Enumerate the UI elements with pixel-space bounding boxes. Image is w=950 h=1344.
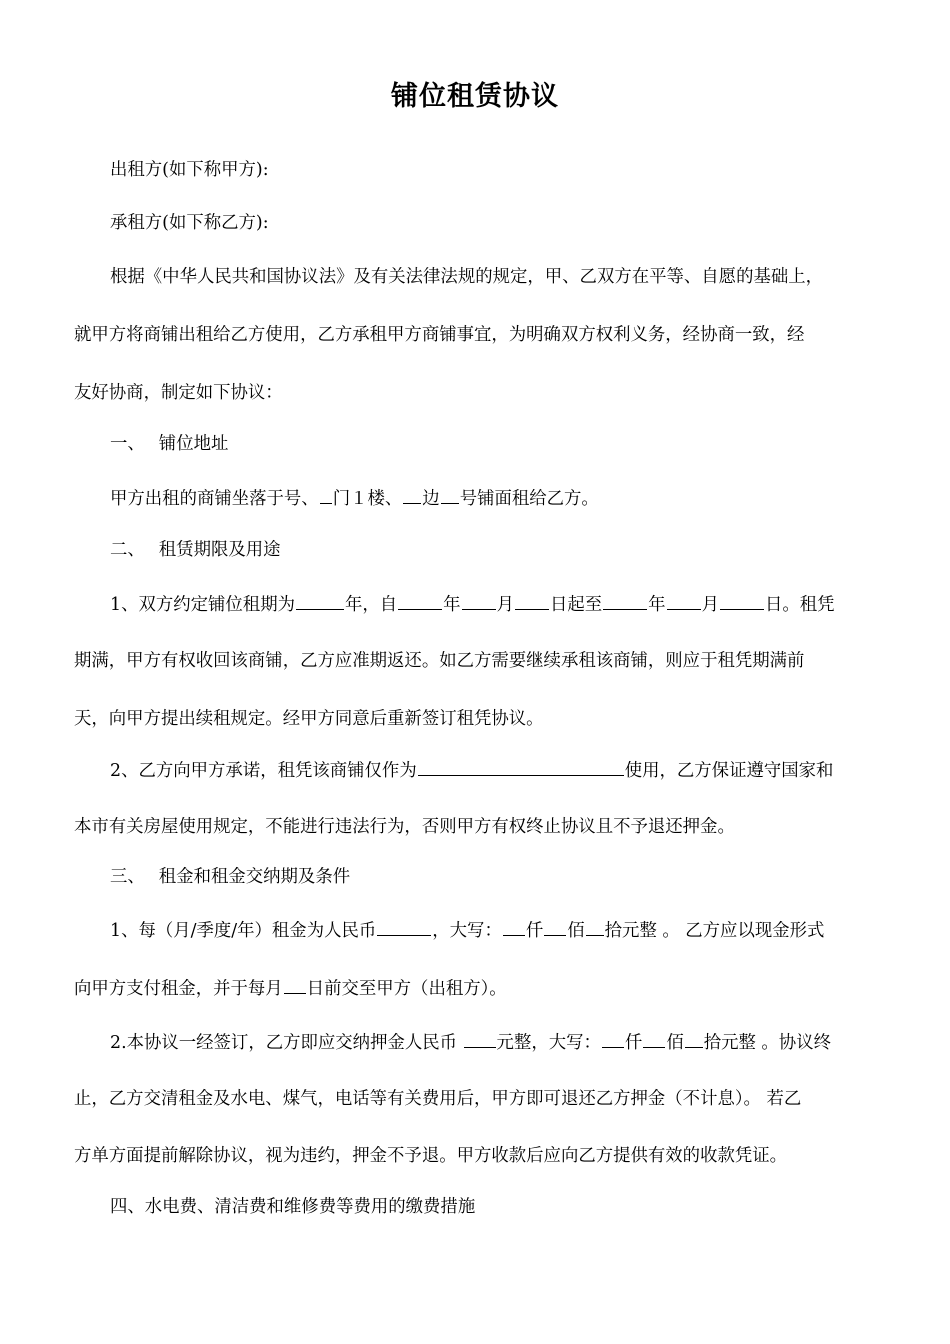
blank-field bbox=[418, 758, 624, 776]
blank-field bbox=[320, 486, 332, 504]
section-3-p2-line-3: 方单方面提前解除协议，视为违约，押金不予退。甲方收款后应向乙方提供有效的收款凭证。 bbox=[74, 1146, 788, 1166]
document-title: 铺位租赁协议 bbox=[391, 81, 559, 112]
blank-field bbox=[544, 918, 566, 936]
blank-field bbox=[296, 592, 344, 610]
text-segment: 日前交至甲方（出租方）。 bbox=[306, 979, 507, 999]
text-segment: 边 bbox=[422, 489, 440, 509]
text-segment: 1、双方约定铺位租期为 bbox=[110, 595, 295, 615]
text-segment: 使用，乙方保证遵守国家和 bbox=[624, 761, 834, 781]
text-segment: 月 bbox=[496, 595, 514, 615]
section-number: 三、 bbox=[110, 867, 145, 887]
intro-line-2: 就甲方将商铺出租给乙方使用，乙方承租甲方商铺事宜，为明确双方权利义务，经协商一致，经 bbox=[74, 325, 805, 345]
section-2-p1-line-3: 天，向甲方提出续租规定。经甲方同意后重新签订租凭协议。 bbox=[74, 709, 544, 729]
text-segment: 仟 bbox=[525, 921, 544, 941]
text-segment: 月 bbox=[701, 595, 719, 615]
section-2-p1-line-1 bbox=[110, 592, 835, 616]
text-segment: 佰 bbox=[567, 921, 585, 941]
text-segment: ，大写： bbox=[432, 921, 502, 941]
section-3-p1-line-2 bbox=[74, 976, 507, 1000]
blank-field bbox=[377, 918, 431, 936]
intro-line-3: 友好协商，制定如下协议： bbox=[74, 383, 283, 403]
text-segment: 日。租凭 bbox=[764, 595, 835, 615]
blank-field bbox=[441, 486, 459, 504]
section-title: 租赁期限及用途 bbox=[158, 540, 281, 560]
text-segment: 1、每（月/季度/年）租金为人民币 bbox=[110, 921, 377, 941]
blank-field bbox=[462, 592, 496, 610]
blank-field bbox=[720, 592, 764, 610]
text-segment: 年 bbox=[648, 595, 666, 615]
section-2-p1-line-2: 期满，甲方有权收回该商铺，乙方应准期返还。如乙方需要继续承租该商铺，则应于租凭期满前 bbox=[74, 651, 805, 671]
blank-field bbox=[503, 918, 525, 936]
lessee-line: 承租方(如下称乙方): bbox=[110, 213, 269, 233]
section-title: 租金和租金交纳期及条件 bbox=[158, 867, 351, 887]
blank-field bbox=[602, 1030, 624, 1048]
lessor-line: 出租方(如下称甲方): bbox=[110, 160, 269, 180]
text-segment: 日起至 bbox=[549, 595, 603, 615]
text-segment: 年，自 bbox=[344, 595, 398, 615]
section-2-p2-line-2: 本市有关房屋使用规定，不能进行违法行为，否则甲方有权终止协议且不予退还押金。 bbox=[74, 817, 735, 837]
blank-field bbox=[398, 592, 442, 610]
text-segment: 甲方出租的商铺坐落于号、 bbox=[110, 489, 319, 509]
text-segment: 年 bbox=[443, 595, 461, 615]
text-segment: 拾元整 。 乙方应以现金形式 bbox=[604, 921, 825, 941]
section-3-heading bbox=[110, 866, 350, 888]
section-number: 二、 bbox=[110, 540, 145, 560]
section-4-heading: 四、水电费、清洁费和维修费等费用的缴费措施 bbox=[110, 1197, 476, 1217]
text-segment: 拾元整 。协议终 bbox=[703, 1033, 831, 1053]
blank-field bbox=[464, 1030, 496, 1048]
section-3-p1-line-1 bbox=[110, 918, 824, 942]
text-segment: 佰 bbox=[666, 1033, 684, 1053]
section-3-p2-line-2: 止，乙方交清租金及水电、煤气，电话等有关费用后，甲方即可退还乙方押金（不计息）。 若乙 bbox=[74, 1089, 802, 1109]
text-segment: 2.本协议一经签订，乙方即应交纳押金人民币 bbox=[110, 1033, 463, 1053]
blank-field bbox=[586, 918, 604, 936]
blank-field bbox=[403, 486, 421, 504]
intro-line-1: 根据《中华人民共和国协议法》及有关法律法规的规定，甲、乙双方在平等、自愿的基础上， bbox=[110, 267, 824, 287]
text-segment: 元整，大写： bbox=[496, 1033, 601, 1053]
text-segment: 向甲方支付租金，并于每月 bbox=[74, 979, 283, 999]
text-segment: 门１楼、 bbox=[332, 489, 403, 509]
text-segment: 号铺面租给乙方。 bbox=[459, 489, 599, 509]
blank-field bbox=[685, 1030, 703, 1048]
blank-field bbox=[515, 592, 549, 610]
section-2-heading bbox=[110, 539, 281, 561]
section-1-heading bbox=[110, 433, 228, 455]
section-number: 一、 bbox=[110, 434, 145, 454]
text-segment: 2、乙方向甲方承诺，租凭该商铺仅作为 bbox=[110, 761, 417, 781]
blank-field bbox=[643, 1030, 665, 1048]
blank-field bbox=[603, 592, 647, 610]
section-2-p2-line-1 bbox=[110, 758, 833, 782]
section-1-paragraph bbox=[110, 486, 599, 510]
blank-field bbox=[667, 592, 701, 610]
section-3-p2-line-1 bbox=[110, 1030, 831, 1054]
text-segment: 仟 bbox=[624, 1033, 643, 1053]
blank-field bbox=[284, 976, 306, 994]
section-title: 铺位地址 bbox=[158, 434, 229, 454]
